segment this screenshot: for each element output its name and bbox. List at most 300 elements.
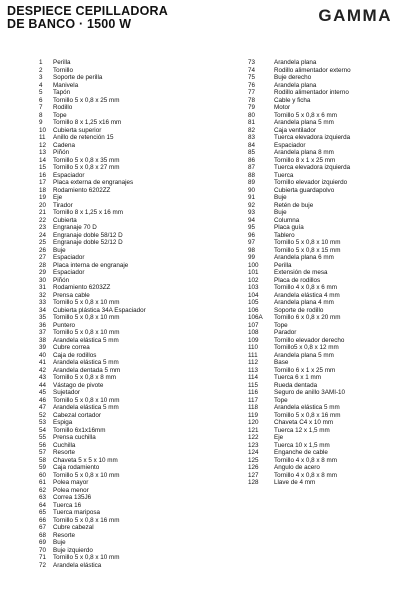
part-description: Base	[274, 359, 289, 366]
part-description: Engranaje doble 58/12 D	[53, 231, 123, 239]
part-description: Espaciador	[53, 171, 85, 179]
part-number: 67	[39, 524, 47, 531]
part-number: 25	[39, 239, 47, 246]
part-description: Tornillo 5 x 0,8 x 10 mm	[53, 471, 120, 479]
part-description: Tornillo 5 x 0,8 x 27 mm	[53, 164, 120, 171]
parts-list	[0, 59, 400, 599]
part-number: 65	[39, 509, 47, 516]
part-row	[28, 547, 223, 555]
part-description: Motor	[274, 104, 291, 111]
part-row	[28, 277, 223, 285]
page-title	[7, 5, 168, 31]
part-row	[248, 74, 398, 82]
part-number: 17	[39, 179, 47, 186]
part-number: 106	[248, 306, 259, 314]
part-number: 91	[248, 194, 256, 201]
part-row	[28, 164, 223, 172]
part-row	[28, 367, 223, 375]
part-description: Buje izquierdo	[53, 546, 93, 554]
part-number: 92	[248, 201, 256, 209]
part-number: 62	[39, 486, 47, 494]
part-row	[248, 404, 398, 412]
part-number: 97	[248, 239, 256, 246]
part-row	[248, 442, 398, 450]
part-row	[248, 307, 398, 315]
part-number: 118	[248, 404, 259, 411]
part-row	[28, 457, 223, 465]
part-description: Arandela plana 5 mm	[274, 351, 334, 359]
gamma-logo: GAMMA	[318, 6, 392, 25]
part-row	[248, 457, 398, 465]
part-row	[28, 442, 223, 450]
part-number: 93	[248, 209, 256, 216]
part-description: Llave de 4 mm	[274, 479, 316, 486]
part-number: 61	[39, 479, 47, 486]
part-description: Tornillo elevador derecho	[274, 336, 345, 344]
part-row	[28, 554, 223, 562]
part-row	[248, 59, 398, 67]
part-description: Extensión de mesa	[274, 269, 328, 276]
part-row	[28, 389, 223, 397]
part-row	[28, 314, 223, 322]
part-number: 95	[248, 224, 256, 231]
part-row	[28, 179, 223, 187]
part-number: 90	[248, 186, 256, 194]
part-number: 82	[248, 126, 256, 134]
part-row	[248, 164, 398, 172]
part-number: 84	[248, 141, 256, 149]
part-description: Caja ventilador	[274, 126, 317, 134]
part-row	[248, 419, 398, 427]
part-row	[28, 149, 223, 157]
part-description: Soporte de perilla	[53, 74, 103, 81]
part-number: 107	[248, 321, 259, 329]
part-description: Cubre correa	[53, 344, 90, 351]
part-description: Resorte	[53, 449, 76, 456]
part-row	[28, 359, 223, 367]
part-number: 57	[39, 449, 47, 456]
part-row	[248, 67, 398, 75]
part-row	[248, 119, 398, 127]
part-row	[28, 374, 223, 382]
part-number: 75	[248, 74, 256, 81]
part-description: Piñón	[53, 276, 70, 284]
part-row	[248, 284, 398, 292]
part-description: Tornillo 5 x 0,8 x 8 mm	[53, 374, 116, 381]
part-description: Placa de rodillos	[274, 276, 321, 284]
part-row	[28, 209, 223, 217]
part-number: 72	[39, 561, 47, 569]
part-row	[28, 157, 223, 165]
part-row	[248, 472, 398, 480]
part-description: Tornillo 8 x 1 x 25 mm	[274, 156, 336, 164]
part-number: 1	[39, 59, 43, 66]
part-row	[248, 239, 398, 247]
part-row	[248, 314, 398, 322]
part-row	[248, 479, 398, 487]
part-description: Arandela plana 5 mm	[274, 119, 334, 126]
part-number: 83	[248, 134, 256, 141]
part-description: Cubierta superior	[53, 126, 102, 134]
part-description: Perilla	[274, 261, 292, 269]
part-number: 69	[39, 539, 47, 546]
part-row	[28, 224, 223, 232]
part-row	[28, 502, 223, 510]
part-row	[248, 389, 398, 397]
part-description: Placa interna de engranaje	[53, 261, 129, 269]
part-row	[28, 262, 223, 270]
part-row	[28, 112, 223, 120]
part-number: 13	[39, 149, 47, 156]
part-row	[28, 134, 223, 142]
part-number: 35	[39, 314, 47, 321]
part-description: Caja de rodillos	[53, 351, 97, 359]
part-row	[248, 254, 398, 262]
part-number: 79	[248, 104, 256, 111]
part-description: Tornillo 5 x 0,8 x 25 mm	[53, 96, 120, 104]
part-number: 38	[39, 336, 47, 344]
part-number: 100	[248, 261, 259, 269]
part-description: Tornillo 5 x 0,8 x 16 mm	[274, 411, 341, 419]
part-number: 105	[248, 299, 259, 306]
part-description: Tornillo 5 x 0,8 x 10 mm	[53, 299, 120, 306]
part-number: 11	[39, 134, 46, 141]
part-row	[248, 322, 398, 330]
part-row	[28, 172, 223, 180]
part-number: 41	[39, 359, 47, 366]
part-row	[248, 374, 398, 382]
part-description: Tornillo 4 x 0,8 x 6 mm	[274, 284, 337, 291]
part-description: Rodillo alimentador interno	[274, 89, 349, 96]
part-description: Espaciador	[274, 141, 306, 149]
part-description: Columna	[274, 216, 300, 224]
part-number: 96	[248, 231, 256, 239]
part-number: 121	[248, 426, 259, 434]
part-row	[28, 59, 223, 67]
part-description: Tuerca 16	[53, 501, 82, 509]
part-number: 20	[39, 201, 47, 209]
part-number: 5	[39, 89, 43, 96]
part-row	[28, 104, 223, 112]
part-description: Espaciador	[53, 254, 85, 261]
part-number: 28	[39, 261, 47, 269]
part-row	[248, 104, 398, 112]
part-number: 58	[39, 456, 47, 464]
part-description: Tornillo 8 x 1,25 x 16 mm	[53, 209, 123, 216]
part-row	[28, 539, 223, 547]
part-row	[248, 344, 398, 352]
part-row	[248, 194, 398, 202]
part-description: Tornillo 4 x 0,8 x 8 mm	[274, 456, 337, 464]
part-number: 94	[248, 216, 256, 224]
part-description: Anillo de retención 15	[53, 134, 114, 141]
part-row	[248, 382, 398, 390]
part-row	[248, 434, 398, 442]
part-number: 76	[248, 81, 256, 89]
title-line-2: DE BANCO · 1500 W	[7, 17, 132, 31]
part-row	[248, 179, 398, 187]
part-row	[248, 269, 398, 277]
part-number: 37	[39, 329, 47, 336]
part-row	[28, 412, 223, 420]
part-number: 104	[248, 291, 259, 299]
part-row	[28, 142, 223, 150]
part-number: 54	[39, 426, 47, 434]
part-description: Vástago de pivote	[53, 381, 104, 389]
part-description: Tope	[274, 321, 288, 329]
part-number: 108	[248, 329, 259, 336]
part-row	[28, 202, 223, 210]
part-number: 24	[39, 231, 47, 239]
part-description: Tornillo 6 x 1 x 25 mm	[274, 366, 336, 374]
part-row	[28, 194, 223, 202]
part-description: Tornillo 5 x 0,8 x 10 mm	[53, 329, 120, 336]
part-number: 64	[39, 501, 47, 509]
part-number: 47	[39, 404, 47, 411]
part-row	[28, 337, 223, 345]
part-description: Rueda dentada	[274, 381, 318, 389]
part-row	[28, 217, 223, 225]
part-number: 29	[39, 269, 47, 276]
part-number: 55	[39, 434, 47, 441]
part-description: Tornillo elevador izquierdo	[274, 179, 348, 186]
part-row	[28, 479, 223, 487]
part-description: Tornillo 4 x 0,8 x 8 mm	[274, 471, 337, 479]
part-row	[248, 427, 398, 435]
part-number: 22	[39, 216, 47, 224]
part-number: 32	[39, 291, 47, 299]
part-number: 88	[248, 171, 256, 179]
part-number: 36	[39, 321, 47, 329]
part-row	[28, 329, 223, 337]
part-description: Arandela plana	[274, 81, 317, 89]
part-description: Tornillo	[53, 66, 73, 74]
part-description: Arandela elástica 5 mm	[274, 404, 340, 411]
part-description: Perilla	[53, 59, 71, 66]
part-number: 12	[39, 141, 47, 149]
part-row	[28, 449, 223, 457]
part-description: Manivela	[53, 81, 79, 89]
part-row	[248, 89, 398, 97]
part-description: Piñón	[53, 149, 70, 156]
part-row	[28, 89, 223, 97]
part-row	[248, 82, 398, 90]
part-number: 39	[39, 344, 47, 351]
part-row	[248, 142, 398, 150]
part-row	[28, 397, 223, 405]
part-description: Tope	[274, 396, 288, 404]
part-row	[248, 202, 398, 210]
part-number: 14	[39, 156, 47, 164]
part-number: 74	[248, 66, 256, 74]
part-number: 52	[39, 411, 47, 419]
part-number: 85	[248, 149, 256, 156]
part-number: 124	[248, 449, 259, 456]
part-row	[248, 112, 398, 120]
part-number: 114	[248, 374, 259, 381]
part-number: 33	[39, 299, 47, 306]
part-number: 26	[39, 246, 47, 254]
part-number: 98	[248, 246, 256, 254]
page-header	[0, 0, 400, 50]
part-row	[28, 382, 223, 390]
part-description: Placa guía	[274, 224, 304, 231]
part-description: Arandela plana 4 mm	[274, 299, 334, 306]
part-description: Rodamiento 6202ZZ	[53, 186, 111, 194]
part-row	[28, 419, 223, 427]
part-number: 99	[248, 254, 256, 261]
part-description: Puntero	[53, 321, 76, 329]
part-description: Buje	[274, 209, 287, 216]
part-number: 10	[39, 126, 47, 134]
part-description: Enganche de cable	[274, 449, 328, 456]
part-row	[248, 127, 398, 135]
part-number: 42	[39, 366, 47, 374]
part-row	[28, 299, 223, 307]
part-description: Caja rodamiento	[53, 464, 100, 471]
part-row	[28, 307, 223, 315]
part-number: 112	[248, 359, 259, 366]
part-row	[248, 247, 398, 255]
part-row	[28, 284, 223, 292]
part-row	[248, 367, 398, 375]
part-description: Tornillo 5 x 0,8 x 10 mm	[53, 554, 120, 561]
part-number: 9	[39, 119, 43, 126]
part-description: Eje	[274, 434, 284, 441]
part-number: 127	[248, 471, 259, 479]
part-description: Placa externa de engranajes	[53, 179, 134, 186]
part-description: Retén de buje	[274, 201, 314, 209]
part-description: Tornillo 5 x 0,8 x 35 mm	[53, 156, 120, 164]
part-number: 16	[39, 171, 47, 179]
part-number: 68	[39, 531, 47, 539]
part-number: 106A	[248, 314, 263, 321]
part-row	[248, 412, 398, 420]
part-description: Tuerca 6 x 1 mm	[274, 374, 322, 381]
part-number: 117	[248, 396, 259, 404]
part-number: 113	[248, 366, 259, 374]
part-number: 120	[248, 419, 259, 426]
part-description: Prensa cable	[53, 291, 90, 299]
part-number: 110	[248, 344, 259, 351]
part-description: Arandela elástica 5 mm	[53, 404, 119, 411]
part-description: Tornillo 5 x 0,8 x 10 mm	[274, 239, 341, 246]
part-number: 81	[248, 119, 256, 126]
part-description: Arandela elástica 5 mm	[53, 359, 119, 366]
part-number: 103	[248, 284, 259, 291]
part-description: Espaciador	[53, 269, 85, 276]
part-number: 34	[39, 306, 47, 314]
part-number: 128	[248, 479, 259, 486]
part-description: Buje derecho	[274, 74, 312, 81]
part-number: 18	[39, 186, 47, 194]
part-description: Tornillo 6 x 0,8 x 20 mm	[274, 314, 341, 321]
part-description: Parador	[274, 329, 297, 336]
part-row	[248, 329, 398, 337]
part-description: Cuchilla	[53, 441, 76, 449]
part-description: Tuerca elevadora izquierda	[274, 134, 351, 141]
part-row	[28, 232, 223, 240]
part-description: Tablero	[274, 231, 295, 239]
title-line-1: DESPIECE CEPILLADORA	[7, 4, 168, 18]
part-row	[248, 157, 398, 165]
part-description: Arandela plana	[274, 59, 317, 66]
part-description: Tuerca elevadora izquierda	[274, 164, 351, 171]
part-row	[28, 464, 223, 472]
part-description: Tornillo 5 x 0,8 x 10 mm	[53, 396, 120, 404]
part-row	[248, 232, 398, 240]
part-row	[248, 262, 398, 270]
part-description: Chaveta C4 x 10 mm	[274, 419, 334, 426]
part-row	[28, 562, 223, 570]
part-description: Tornillo 5 x 0,8 x 10 mm	[53, 314, 120, 321]
part-number: 8	[39, 111, 43, 119]
part-description: Tornillo 5 x 0,8 x 15 mm	[274, 246, 341, 254]
part-number: 19	[39, 194, 47, 201]
part-row	[28, 74, 223, 82]
part-row	[248, 292, 398, 300]
part-description: Cubierta guardapolvo	[274, 186, 335, 194]
part-number: 66	[39, 516, 47, 524]
part-description: Cubierta	[53, 216, 77, 224]
part-number: 71	[39, 554, 47, 561]
part-description: Cubre cabezal	[53, 524, 94, 531]
part-row	[28, 532, 223, 540]
part-description: Tuerca mariposa	[53, 509, 101, 516]
part-number: 23	[39, 224, 47, 231]
part-description: Angulo de acero	[274, 464, 320, 471]
part-number: 123	[248, 441, 259, 449]
part-row	[28, 239, 223, 247]
part-description: Polea menor	[53, 486, 89, 494]
part-description: Cubierta plástica 34A Espaciador	[53, 306, 146, 314]
part-number: 73	[248, 59, 256, 66]
part-number: 86	[248, 156, 256, 164]
part-number: 21	[39, 209, 47, 216]
part-description: Arandela plana 8 mm	[274, 149, 334, 156]
part-description: Rodamiento 6203ZZ	[53, 284, 111, 291]
part-description: Prensa cuchilla	[53, 434, 96, 441]
part-row	[28, 254, 223, 262]
part-number: 87	[248, 164, 256, 171]
part-description: Tapón	[53, 89, 71, 96]
part-number: 111	[248, 351, 258, 359]
part-description: Tornillo5 x 0,8 x 12 mm	[274, 344, 339, 351]
part-description: Cadena	[53, 141, 76, 149]
part-number: 59	[39, 464, 47, 471]
part-description: Tornillo 6x1x16mm	[53, 426, 106, 434]
part-number: 4	[39, 81, 43, 89]
part-row	[28, 67, 223, 75]
part-number: 78	[248, 96, 256, 104]
part-number: 60	[39, 471, 47, 479]
part-number: 2	[39, 66, 43, 74]
part-number: 30	[39, 276, 47, 284]
part-number: 89	[248, 179, 256, 186]
part-row	[28, 97, 223, 105]
part-row	[28, 82, 223, 90]
part-row	[248, 209, 398, 217]
part-row	[28, 524, 223, 532]
part-number: 43	[39, 374, 47, 381]
part-description: Tuerca 10 x 1,5 mm	[274, 441, 330, 449]
part-description: Seguro de anillo 3AMI-10	[274, 389, 346, 396]
part-description: Rodillo	[53, 104, 73, 111]
part-number: 70	[39, 546, 47, 554]
part-number: 53	[39, 419, 47, 426]
part-number: 31	[39, 284, 47, 291]
part-number: 56	[39, 441, 47, 449]
